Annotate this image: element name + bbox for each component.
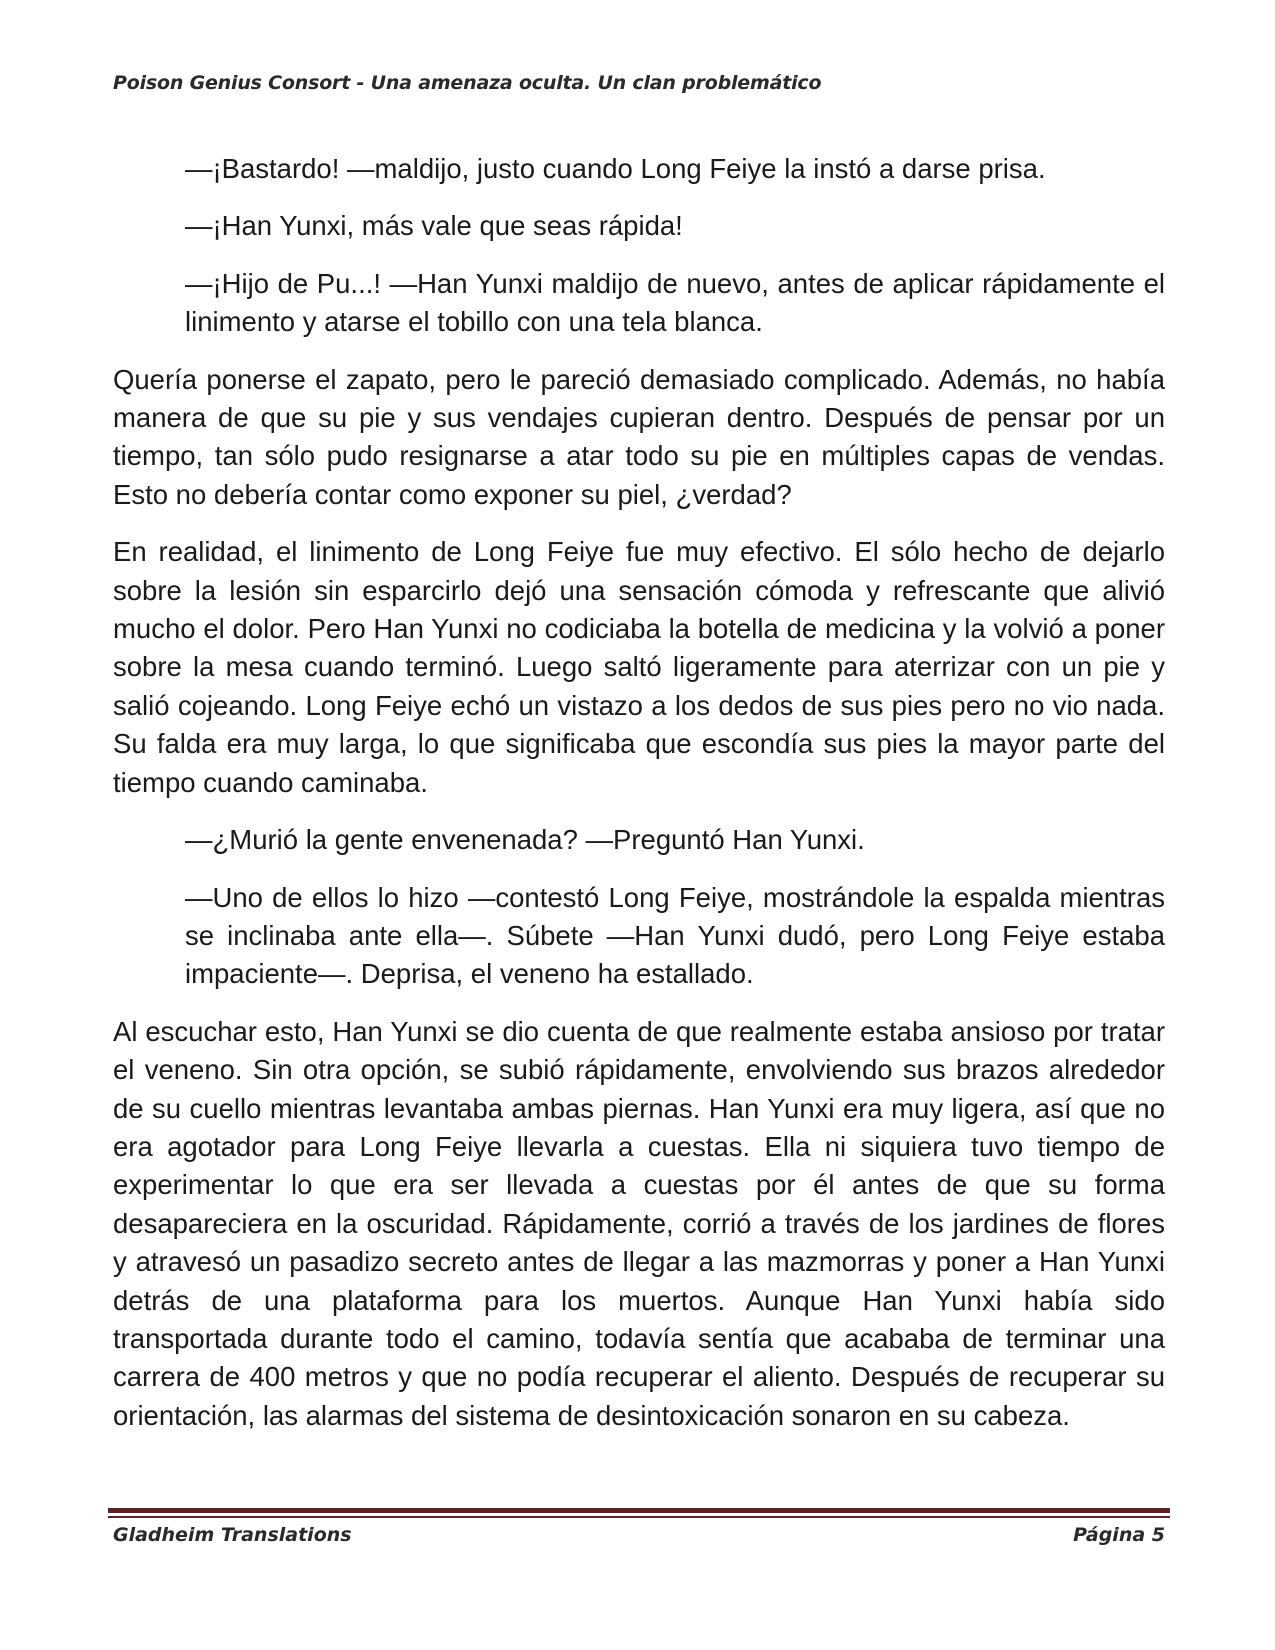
footer-publisher: Gladheim Translations [113,1524,352,1546]
page-body [113,150,1165,1454]
paragraph-4: Quería ponerse el zapato, pero le pareció demasiado complicado. Además, no había manera de que su pie y sus vendajes cupieran dentro. Después de pensar por un tiempo, tan sólo pudo resignarse a atar todo su pie en múltiples capas de vendas. Esto no debería contar como exponer su piel, ¿verdad? [113,363,1165,510]
paragraph-6: —¿Murió la gente envenenada? —Preguntó Han Yunxi. [185,824,865,856]
footer-divider-thick [108,1508,1170,1513]
paragraph-3: —¡Hijo de Pu...! —Han Yunxi maldijo de nuevo, antes de aplicar rápidamente el linimento y atarse el tobillo con una tela blanca. [185,267,1165,338]
footer-divider-thin [108,1516,1170,1518]
paragraph-5: En realidad, el linimento de Long Feiye fue muy efectivo. El sólo hecho de dejarlo sobre la lesión sin esparcirlo dejó una sensación cómoda y refrescante que alivió mucho el dolor. Pero Han Yunxi no codiciaba la botella de medicina y la volvió a poner sobre la mesa cuando terminó. Luego saltó ligeramente para aterrizar con un pie y salió cojeando. Long Feiye echó un vistazo a los dedos de sus pies pero no vio nada. Su falda era muy larga, lo que significaba que escondía sus pies la mayor parte del tiempo cuando caminaba. [113,536,1165,798]
paragraph-8: Al escuchar esto, Han Yunxi se dio cuenta de que realmente estaba ansioso por tratar el veneno. Sin otra opción, se subió rápidamente, envolviendo sus brazos alrededor de su cuello mientras levantaba ambas piernas. Han Yunxi era muy ligera, así que no era agotador para Long Feiye llevarla a cuestas. Ella ni siquiera tuvo tiempo de experimentar lo que era ser llevada a cuestas por él antes de que su forma desapareciera en la oscuridad. Rápidamente, corrió a través de los jardines de flores y atravesó un pasadizo secreto antes de llegar a las mazmorras y poner a Han Yunxi detrás de una plataforma para los muertos. Aunque Han Yunxi había sido transportada durante todo el camino, todavía sentía que acababa de terminar una carrera de 400 metros y que no podía recuperar el aliento. Después de recuperar su orientación, las alarmas del sistema de desintoxicación sonaron en su cabeza. [113,1015,1165,1431]
footer-page-number: Página 5 [1073,1524,1165,1546]
paragraph-1: —¡Bastardo! —maldijo, justo cuando Long Feiye la instó a darse prisa. [185,153,1046,184]
page-header-title: Poison Genius Consort - Una amenaza oculta. Un clan problemático [113,72,822,94]
paragraph-7: —Uno de ellos lo hizo —contestó Long Feiye, mostrándole la espalda mientras se inclinaba ante ella—. Súbete —Han Yunxi dudó, pero Long Feiye estaba impaciente—. Deprisa, el veneno ha estallado. [185,881,1165,990]
footer-divider [108,1508,1170,1518]
paragraph-2: —¡Han Yunxi, más vale que seas rápida! [185,210,683,242]
